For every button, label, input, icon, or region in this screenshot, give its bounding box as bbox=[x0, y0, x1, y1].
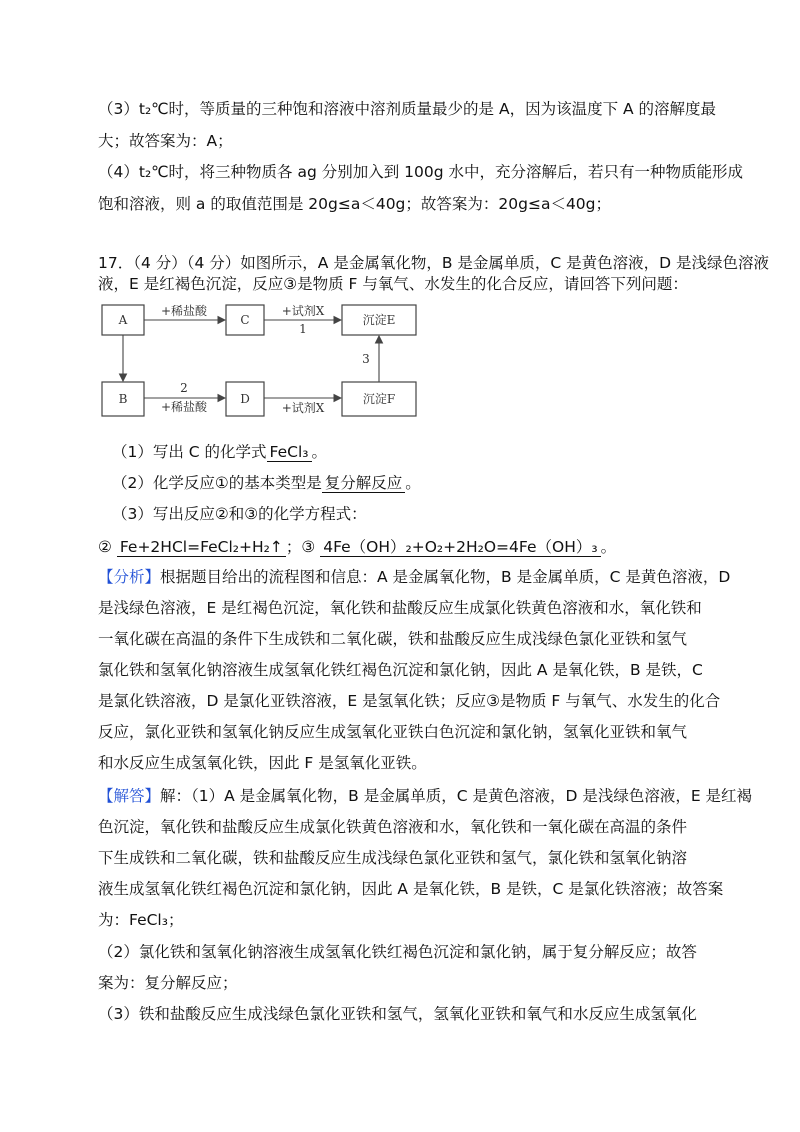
solution-tag: 【解答】 bbox=[98, 787, 161, 805]
label-e: 沉淀E bbox=[362, 313, 396, 327]
arrow-b-d-label: +稀盐酸 bbox=[160, 400, 208, 414]
analysis-line: 是氯化铁溶液，D 是氯化亚铁溶液，E 是氢氧化铁；反应③是物质 F 与氧气、水发生的化合 bbox=[98, 692, 721, 710]
answer-1-value: FeCl₃ bbox=[267, 443, 312, 462]
label-f: 沉淀F bbox=[362, 392, 396, 406]
label-a: A bbox=[118, 313, 128, 327]
arrow-f-e-number: 3 bbox=[362, 352, 370, 366]
solution-line: （2）氯化铁和氢氧化钠溶液生成氢氧化铁红褐色沉淀和氯化钠，属于复分解反应；故答 bbox=[98, 943, 697, 961]
answer-1: （1）写出 C 的化学式 FeCl₃ 。 bbox=[112, 443, 328, 461]
arrow-c-e-number: 1 bbox=[299, 322, 307, 336]
answer-3-prompt: （3）写出反应②和③的化学方程式： bbox=[112, 505, 367, 523]
label-c: C bbox=[240, 313, 250, 327]
solution-line: 案为：复分解反应； bbox=[98, 974, 238, 992]
analysis-line: 【分析】根据题目给出的流程图和信息：A 是金属氧化物，B 是金属单质，C 是黄色溶液，D bbox=[98, 568, 731, 586]
analysis-line: 一氧化碳在高温的条件下生成铁和二氧化碳，铁和盐酸反应生成浅绿色氯化亚铁和氢气 bbox=[98, 630, 688, 648]
text-line: 饱和溶液，则 a 的取值范围是 20g≤a＜40g；故答案为：20g≤a＜40g； bbox=[98, 195, 612, 213]
arrow-a-c-label: +稀盐酸 bbox=[160, 304, 208, 318]
solution-line: 液生成氢氧化铁红褐色沉淀和氯化钠，因此 A 是氧化铁，B 是铁，C 是氯化铁溶液；故答案 bbox=[98, 880, 724, 898]
solution-line: 为：FeCl₃； bbox=[98, 911, 184, 929]
text-line: （3）t₂℃时，等质量的三种饱和溶液中溶剂质量最少的是 A，因为该温度下 A 的溶解度最 bbox=[98, 100, 717, 118]
arrow-b-d-number: 2 bbox=[180, 381, 188, 395]
arrow-d-f-label: +试剂X bbox=[281, 401, 325, 415]
answer-2-value: 复分解反应 bbox=[322, 474, 406, 493]
answer-2: （2）化学反应①的基本类型是 复分解反应 。 bbox=[112, 474, 421, 492]
equation-2: Fe+2HCl=FeCl₂+H₂↑ bbox=[117, 538, 286, 557]
analysis-line: 是浅绿色溶液，E 是红褐色沉淀，氧化铁和盐酸反应生成氯化铁黄色溶液和水，氧化铁和 bbox=[98, 599, 702, 617]
question-17-line: 17．（4 分）（4 分）如图所示，A 是金属氧化物，B 是金属单质，C 是黄色溶液，D 是浅绿色溶液 bbox=[98, 254, 770, 272]
equation-3: 4Fe（OH）₂+O₂+2H₂O=4Fe（OH）₃ bbox=[320, 538, 600, 557]
flow-diagram bbox=[98, 300, 418, 425]
label-d: D bbox=[240, 392, 250, 406]
text-line: 大；故答案为：A； bbox=[98, 132, 233, 150]
arrow-c-e-label: +试剂X bbox=[281, 304, 325, 318]
solution-line: 【解答】解：（1）A 是金属氧化物，B 是金属单质，C 是黄色溶液，D 是浅绿色溶液，E 是红褐 bbox=[98, 787, 753, 805]
label-b: B bbox=[118, 392, 128, 406]
solution-line: （3）铁和盐酸反应生成浅绿色氯化亚铁和氢气，氢氧化亚铁和氧气和水反应生成氢氧化 bbox=[98, 1005, 697, 1023]
analysis-tag: 【分析】 bbox=[98, 568, 161, 586]
analysis-line: 氯化铁和氢氧化钠溶液生成氢氧化铁红褐色沉淀和氯化钠，因此 A 是氧化铁，B 是铁，C bbox=[98, 661, 703, 679]
text-line: （4）t₂℃时，将三种物质各 ag 分别加入到 100g 水中，充分溶解后，若只有一种物质能形成 bbox=[98, 163, 744, 181]
analysis-line: 和水反应生成氢氧化铁，因此 F 是氢氧化亚铁。 bbox=[98, 754, 427, 772]
solution-line: 下生成铁和二氧化碳，铁和盐酸反应生成浅绿色氯化亚铁和氢气，氯化铁和氢氧化钠溶 bbox=[98, 849, 688, 867]
equations-line: ② Fe+2HCl=FeCl₂+H₂↑ ；③ 4Fe（OH）₂+O₂+2H₂O=4Fe（OH）₃ 。 bbox=[98, 538, 617, 556]
solution-line: 色沉淀，氧化铁和盐酸反应生成氯化铁黄色溶液和水，氧化铁和一氧化碳在高温的条件 bbox=[98, 818, 688, 836]
analysis-line: 反应，氯化亚铁和氢氧化钠反应生成氢氧化亚铁白色沉淀和氯化钠，氢氧化亚铁和氧气 bbox=[98, 723, 688, 741]
question-17-line: 液，E 是红褐色沉淀，反应③是物质 F 与氧气、水发生的化合反应，请回答下列问题： bbox=[98, 275, 688, 293]
